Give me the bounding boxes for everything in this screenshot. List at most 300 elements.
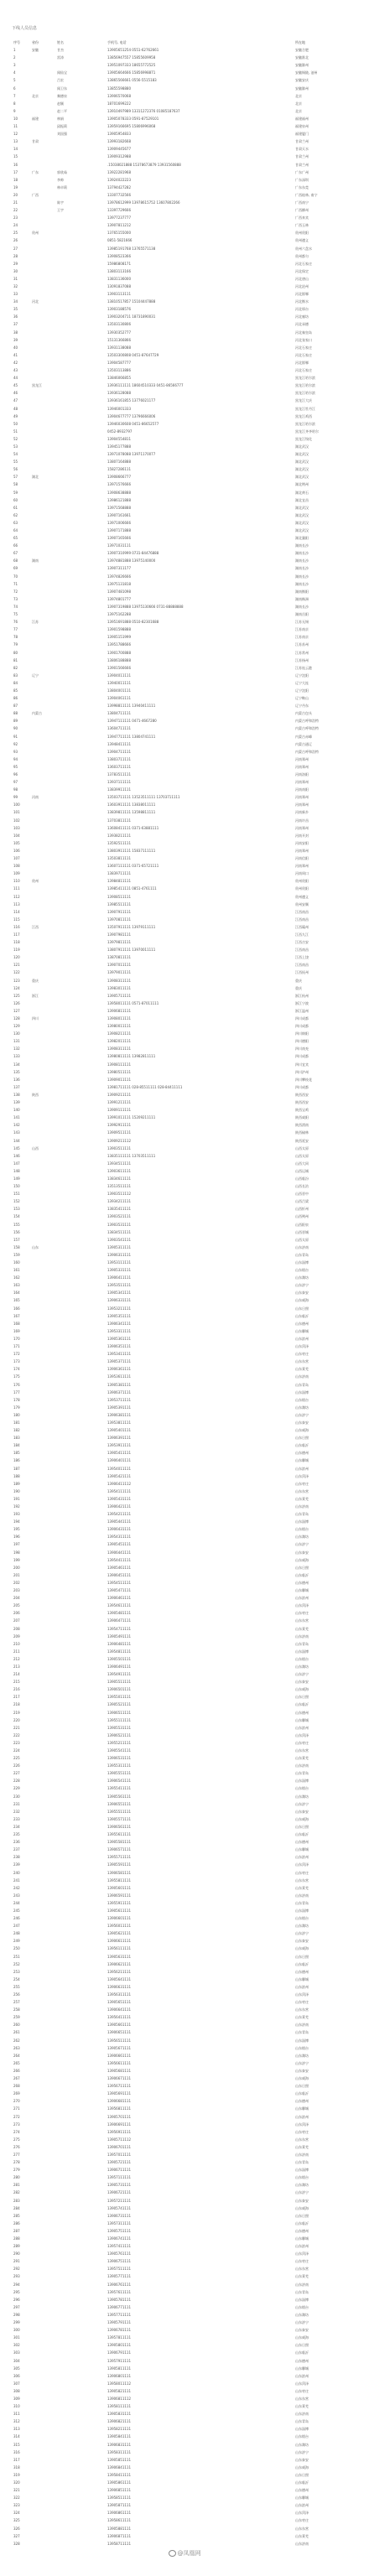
name-cell: [55, 2372, 106, 2380]
province-cell: [30, 1251, 55, 1259]
name-cell: [55, 382, 106, 389]
table-row: [12, 2380, 357, 2387]
phone-cell: 13905451111: [107, 1542, 131, 1547]
location-cell: 山西阳泉: [295, 1222, 309, 1227]
name-cell: [55, 153, 106, 160]
name-cell: [55, 527, 106, 534]
table-row: [12, 778, 357, 786]
name-cell: [55, 1076, 106, 1083]
province-cell: [30, 1343, 55, 1350]
table-row: [12, 1693, 357, 1701]
name-cell: [55, 961, 106, 969]
location-cell: 山东威海: [295, 1428, 309, 1433]
province-cell: [30, 1800, 55, 1808]
phone-cell: 13953411111: [107, 1352, 131, 1357]
phone-cell: 13905791111: [107, 2320, 131, 2325]
province-cell: [30, 2151, 55, 2158]
province-cell: [30, 1396, 55, 1404]
name-cell: [55, 1068, 106, 1076]
province-cell: [30, 1594, 55, 1602]
name-cell: [55, 2052, 106, 2059]
table-row: [12, 709, 357, 717]
province-cell: [30, 1991, 55, 1998]
row-index: 253: [13, 1969, 20, 1974]
province-cell: [30, 2372, 55, 2380]
location-cell: 山东潍坊: [295, 2183, 309, 2188]
location-cell: 山东日照: [295, 1306, 309, 1311]
phone-cell: 13956211111: [107, 1969, 131, 1974]
table-row: [12, 527, 357, 534]
province-cell: [30, 756, 55, 763]
table-row: [12, 938, 357, 946]
name-cell: [55, 801, 106, 808]
phone-cell: 13904587777: [107, 360, 131, 365]
row-index: 214: [13, 1672, 20, 1677]
row-index: 215: [13, 1680, 20, 1685]
row-index: 297: [13, 2304, 20, 2309]
table-row: [12, 465, 357, 473]
name-cell: [55, 1678, 106, 1685]
phone-cell: 13957011111: [107, 2152, 131, 2157]
name-cell: [55, 687, 106, 694]
phone-cell: 13907981111: [107, 932, 131, 937]
location-cell: 山东潍坊: [295, 1794, 309, 1799]
name-cell: [55, 1213, 106, 1220]
location-cell: 山东青岛: [295, 1252, 309, 1257]
location-cell: 山东潍坊: [295, 1924, 309, 1929]
phone-cell: 13958111111: [107, 2404, 131, 2409]
row-index: 92: [13, 741, 18, 746]
table-row: [12, 2449, 357, 2456]
phone-cell: 13905361111: [107, 1336, 131, 1341]
province-cell: [30, 1663, 55, 1670]
location-cell: 山东泰安: [295, 2198, 309, 2203]
row-index: 56: [13, 467, 18, 472]
column-header: 省份: [32, 40, 39, 44]
table-row: [12, 832, 357, 839]
row-index: 88: [13, 711, 18, 716]
name-cell: [55, 877, 106, 885]
table-row: [12, 2006, 357, 2013]
name-cell: [55, 1754, 106, 1762]
province-cell: [30, 603, 55, 610]
province-cell: [30, 717, 55, 724]
table-row: [12, 1808, 357, 1815]
location-cell: 湖南长沙: [295, 604, 309, 609]
name-cell: [55, 1197, 106, 1205]
row-index: 22: [13, 208, 18, 213]
row-index: 80: [13, 650, 18, 655]
province-cell: [30, 786, 55, 793]
location-cell: 湖南长沙: [295, 566, 309, 571]
province-cell: [30, 1747, 55, 1754]
province-cell: [30, 2197, 55, 2205]
location-cell: 江苏南京: [295, 635, 309, 640]
table-row: [12, 1648, 357, 1655]
name-cell: [55, 1121, 106, 1129]
phone-cell: 13905501111: [107, 1656, 131, 1661]
province-cell: [30, 2082, 55, 2090]
table-row: [12, 2143, 357, 2151]
phone-cell: 13955011111: [107, 1695, 131, 1700]
row-index: 87: [13, 704, 18, 709]
phone-cell: 13905601111: [107, 1885, 131, 1890]
province-cell: [30, 1137, 55, 1145]
name-cell: [55, 1784, 106, 1792]
row-index: 130: [13, 1031, 20, 1036]
row-index: 191: [13, 1496, 20, 1501]
table-row: [12, 1266, 357, 1274]
location-cell: 山东青岛: [295, 1512, 309, 1517]
row-index: 3: [13, 63, 16, 68]
row-index: 225: [13, 1756, 20, 1761]
location-cell: 黑龙江绥化: [295, 436, 312, 441]
phone-cell: 13940011111: [107, 680, 131, 685]
row-index: 309: [13, 2396, 20, 2401]
location-cell: 辽宁鞍山: [295, 696, 309, 701]
location-cell: 湖北武汉: [295, 452, 309, 457]
table-row: [12, 260, 357, 267]
province-cell: [30, 2059, 55, 2067]
province-cell: [30, 1846, 55, 1853]
table-row: [12, 1869, 357, 1877]
phone-cell: 13906411112: [107, 1481, 131, 1486]
row-index: 285: [13, 2213, 20, 2218]
location-cell: 山东莱芜: [295, 1756, 309, 1761]
phone-cell: 13905471111: [107, 1588, 131, 1593]
table-row: [12, 1877, 357, 1884]
name-cell: [55, 557, 106, 564]
phone-cell: 13607111111 0371-65721111: [107, 864, 159, 869]
row-index: 171: [13, 1344, 20, 1349]
row-index: 194: [13, 1519, 20, 1524]
phone-cell: 13975162288: [107, 612, 131, 617]
location-cell: 江西赣州: [295, 924, 309, 929]
phone-cell: 13958311111: [107, 2449, 131, 2454]
row-index: 122: [13, 970, 20, 975]
row-index: 98: [13, 787, 18, 792]
location-cell: 山东青岛: [295, 2289, 309, 2294]
row-index: 63: [13, 520, 18, 525]
table-row: [12, 283, 357, 290]
table-row: [12, 1083, 357, 1091]
name-cell: [55, 1030, 106, 1037]
table-row: [12, 458, 357, 465]
table-row: [12, 2013, 357, 2021]
table-row: [12, 2212, 357, 2220]
location-cell: 山东威海: [295, 2205, 309, 2210]
row-index: 290: [13, 2251, 20, 2257]
phone-cell: 13980511111: [107, 1069, 131, 1074]
location-cell: 山东济宁: [295, 1801, 309, 1806]
table-row: [12, 1350, 357, 1358]
phone-cell: 13835111111 13703511111: [107, 1153, 156, 1158]
location-cell: 山东青岛: [295, 2419, 309, 2424]
table-row: [12, 1884, 357, 1892]
name-cell: 闻卫东: [57, 86, 67, 91]
name-cell: [55, 1663, 106, 1670]
location-cell: 山东青岛: [295, 1900, 309, 1905]
row-index: 97: [13, 780, 18, 785]
phone-cell: 13955211111: [107, 1740, 131, 1745]
location-cell: 山东济宁: [295, 2449, 309, 2454]
name-cell: [55, 1441, 106, 1449]
phone-cell: 13906441111: [107, 1550, 131, 1555]
phone-cell: 13956111111: [107, 1946, 131, 1951]
row-index: 249: [13, 1939, 20, 1944]
name-cell: [55, 1777, 106, 1784]
location-cell: 山东日照: [295, 1824, 309, 1829]
location-cell: 山东潍坊: [295, 1535, 309, 1540]
phone-cell: 13957911111: [107, 2358, 131, 2363]
table-row: [12, 1259, 357, 1266]
location-cell: 陕西榆林: [295, 1130, 309, 1135]
row-index: 304: [13, 2358, 20, 2363]
phone-cell: 13956811111: [107, 2106, 131, 2111]
table-row: [12, 1335, 357, 1343]
table-row: [12, 1320, 357, 1327]
province-cell: [30, 847, 55, 854]
phone-cell: 0851-5821666: [107, 238, 133, 243]
phone-cell: 13953311111: [107, 1328, 131, 1333]
province-cell: [30, 2006, 55, 2013]
row-index: 35: [13, 307, 18, 312]
location-cell: 江苏连云港: [295, 665, 312, 670]
location-cell: 山东东营: [295, 1618, 309, 1623]
phone-cell: 13908523366: [107, 253, 131, 258]
row-index: 200: [13, 1565, 20, 1570]
row-index: 112: [13, 894, 20, 899]
location-cell: 山东临沂: [295, 1443, 309, 1448]
table-row: [12, 1000, 357, 1007]
location-cell: 山东烟台: [295, 2304, 309, 2309]
phone-cell: 13903511111: [107, 1145, 131, 1150]
phone-cell: 13954011111: [107, 1466, 131, 1471]
location-cell: 山东济宁: [295, 1283, 309, 1288]
location-cell: 山东济南: [295, 1893, 309, 1898]
phone-cell: 13906581111: [107, 1870, 131, 1875]
location-cell: 山东济宁: [295, 1672, 309, 1677]
row-index: 296: [13, 2297, 20, 2302]
province-cell: 黑龙江: [32, 383, 42, 388]
table-row: [12, 1419, 357, 1426]
name-cell: [55, 534, 106, 542]
phone-cell: 13905611111: [107, 1908, 131, 1913]
location-cell: 四川成都: [295, 1016, 309, 1021]
table-row: [12, 672, 357, 679]
row-index: 144: [13, 1138, 20, 1143]
phone-cell: 13984811111: [107, 879, 131, 884]
phone-cell: 13901598888: [107, 627, 131, 632]
row-index: 254: [13, 1976, 20, 1981]
phone-cell: 13954411111: [107, 1557, 131, 1562]
name-cell: [55, 641, 106, 648]
table-row: [12, 847, 357, 854]
table-row: [12, 336, 357, 344]
location-cell: 山东菏泽: [295, 1344, 309, 1349]
name-cell: [55, 1549, 106, 1556]
name-cell: [55, 420, 106, 428]
table-row: [12, 1754, 357, 1762]
location-cell: 山东日照: [295, 1436, 309, 1441]
phone-cell: 13503130806: [107, 322, 131, 327]
row-index: 143: [13, 1130, 20, 1135]
phone-cell: 13953211111: [107, 1306, 131, 1311]
phone-cell: 13905671111: [107, 2045, 131, 2050]
province-cell: [30, 54, 55, 61]
row-index: 187: [13, 1466, 20, 1471]
table-row: [12, 2128, 357, 2136]
name-cell: [55, 885, 106, 892]
row-index: 222: [13, 1732, 20, 1737]
location-cell: 山东日照: [295, 2213, 309, 2218]
table-row: [12, 1007, 357, 1015]
row-index: 186: [13, 1458, 20, 1463]
province-cell: [30, 489, 55, 496]
name-cell: [55, 1404, 106, 1411]
name-cell: [55, 1892, 106, 1899]
table-row: [12, 817, 357, 824]
name-cell: [55, 2265, 106, 2272]
location-cell: 山东烟台: [295, 2434, 309, 2439]
phone-cell: 13991211111: [107, 1100, 131, 1105]
province-cell: [30, 549, 55, 557]
phone-cell: 13906851111: [107, 2488, 131, 2493]
row-index: 227: [13, 1771, 20, 1776]
province-cell: [30, 817, 55, 824]
location-cell: 陕西西安: [295, 1092, 309, 1097]
name-cell: [55, 1716, 106, 1724]
row-index: 303: [13, 2350, 20, 2355]
table-row: [12, 1800, 357, 1808]
province-cell: [30, 1724, 55, 1732]
phone-cell: 13503811111: [107, 856, 131, 861]
table-row: [12, 298, 357, 305]
province-cell: [30, 2494, 55, 2501]
name-cell: [55, 763, 106, 771]
table-row: [12, 1587, 357, 1594]
table-row: [12, 687, 357, 694]
province-cell: [30, 413, 55, 420]
location-cell: 山东聊城: [295, 1588, 309, 1593]
phone-cell: 13603711111: [107, 764, 131, 769]
location-cell: 四川成都: [295, 1054, 309, 1059]
phone-cell: 13906561111: [107, 1824, 131, 1829]
location-cell: 山东莱芜: [295, 2533, 309, 2538]
phone-cell: 13906691111: [107, 2122, 131, 2127]
name-cell: [55, 2059, 106, 2067]
row-index: 137: [13, 1084, 20, 1089]
province-cell: [30, 2067, 55, 2075]
phone-cell: 13503711111 13523511111 13703711111: [107, 795, 180, 800]
phone-cell: 13906871111: [107, 2533, 131, 2538]
location-cell: 河北邯郸: [295, 292, 309, 297]
location-cell: 山东德州: [295, 1580, 309, 1585]
table-row: [12, 626, 357, 633]
table-row: [12, 54, 357, 61]
table-row: [12, 480, 357, 488]
table-row: [12, 512, 357, 519]
table-row: [12, 1953, 357, 1961]
row-index: 233: [13, 1816, 20, 1821]
province-cell: [30, 733, 55, 740]
location-cell: 湖南长沙: [295, 581, 309, 586]
province-cell: [30, 2227, 55, 2235]
province-cell: [30, 1907, 55, 1914]
phone-cell: 13958611111: [107, 2518, 131, 2523]
name-cell: [55, 610, 106, 618]
row-index: 255: [13, 1984, 20, 1989]
name-cell: [55, 1495, 106, 1503]
province-cell: [30, 206, 55, 214]
name-cell: [55, 1899, 106, 1907]
phone-cell: 15986808171: [107, 261, 131, 266]
province-cell: [30, 657, 55, 664]
row-index: 37: [13, 322, 18, 327]
location-cell: 山东泰安: [295, 1420, 309, 1425]
row-index: 299: [13, 2320, 20, 2325]
name-cell: [55, 946, 106, 953]
name-cell: [55, 1800, 106, 1808]
name-cell: [55, 786, 106, 793]
location-cell: 内蒙古通辽: [295, 741, 312, 746]
name-cell: [55, 2075, 106, 2082]
table-row: [12, 1625, 357, 1633]
table-row: [12, 2242, 357, 2250]
location-cell: 山东烟台: [295, 2175, 309, 2180]
name-cell: [55, 2479, 106, 2486]
phone-cell: 13951691888 0510-82301688: [107, 620, 159, 625]
province-cell: [30, 1953, 55, 1961]
row-index: 238: [13, 1855, 20, 1860]
name-cell: [55, 748, 106, 756]
table-row: [12, 1365, 357, 1373]
province-cell: [30, 839, 55, 847]
row-index: 99: [13, 795, 18, 800]
location-cell: 山东临沂: [295, 1702, 309, 1707]
province-cell: 贵州: [32, 879, 39, 884]
province-cell: [30, 130, 55, 138]
name-cell: [55, 1396, 106, 1404]
phone-cell: 13905381111: [107, 1382, 131, 1387]
phone-cell: 13958411111: [107, 2472, 131, 2477]
province-cell: [30, 2395, 55, 2402]
name-cell: [55, 1480, 106, 1488]
location-cell: 江苏扬州: [295, 657, 309, 662]
name-cell: [55, 1160, 106, 1167]
location-cell: 湖北武汉: [295, 467, 309, 472]
name-cell: [55, 2357, 106, 2365]
location-cell: 河南郑州: [295, 825, 309, 830]
province-cell: [30, 893, 55, 901]
location-cell: 山东威海: [295, 1816, 309, 1821]
phone-cell: 13953811111: [107, 1420, 131, 1425]
row-index: 21: [13, 200, 18, 205]
phone-cell: 13907171888: [107, 528, 131, 532]
province-cell: [30, 885, 55, 892]
province-cell: [30, 290, 55, 298]
row-index: 203: [13, 1588, 20, 1593]
province-cell: [30, 359, 55, 366]
location-cell: 山东滨州: [295, 2373, 309, 2378]
table-row: [12, 92, 357, 100]
name-cell: [55, 862, 106, 870]
province-cell: [30, 1228, 55, 1236]
province-cell: [30, 2441, 55, 2449]
name-cell: [55, 1533, 106, 1540]
row-index: 162: [13, 1275, 20, 1280]
name-cell: [55, 2105, 106, 2112]
